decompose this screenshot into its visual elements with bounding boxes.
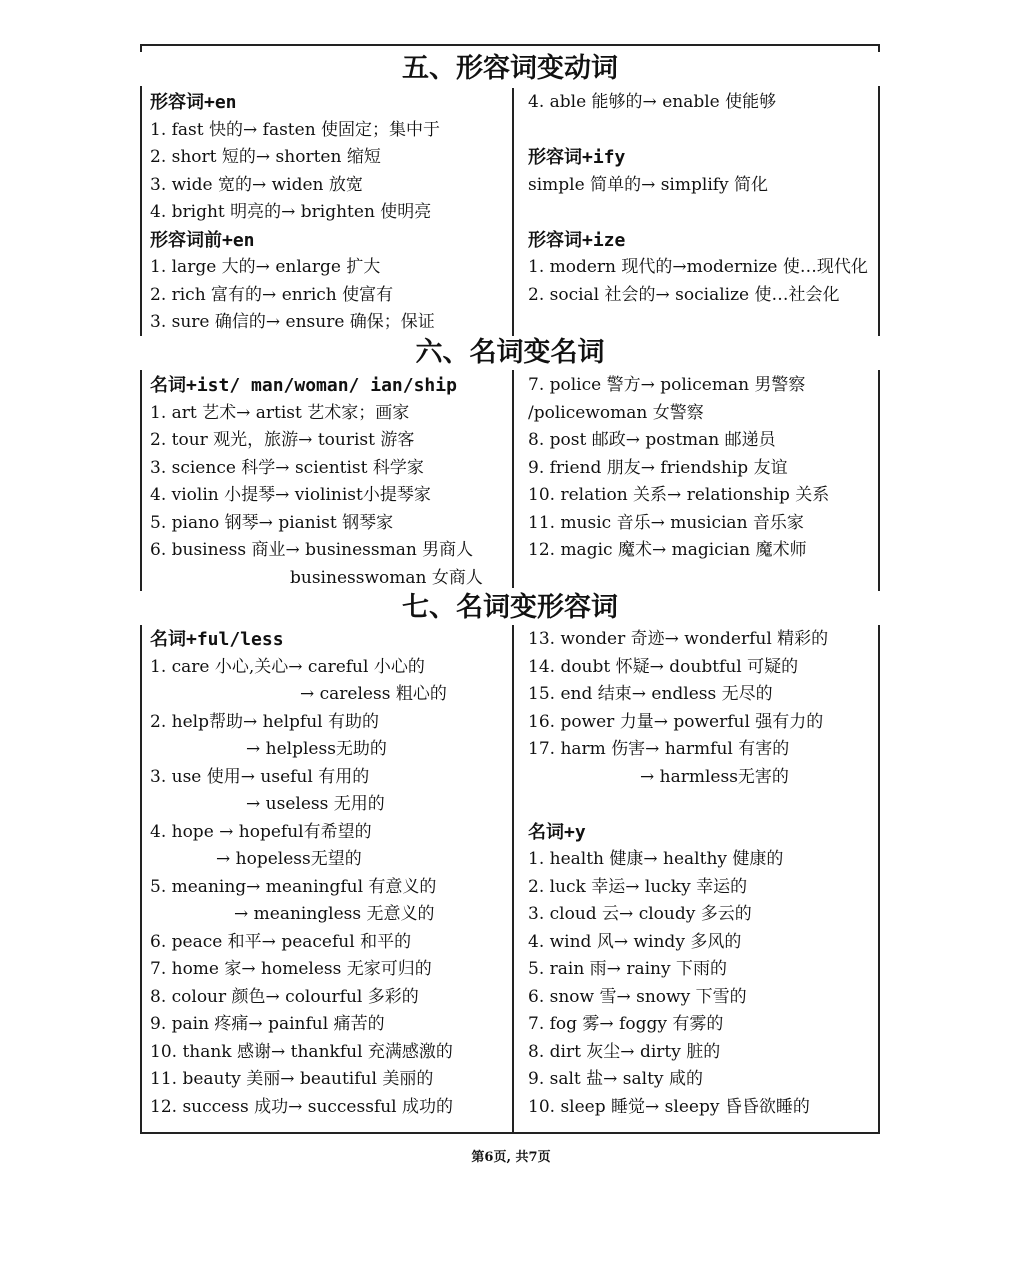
vocab-line: 4. able 能够的→ enable 使能够	[528, 92, 777, 112]
vocab-line: 15. end 结束→ endless 无尽的	[528, 684, 773, 704]
vocab-line: 3. use 使用→ useful 有用的	[150, 766, 370, 787]
divider-sec5	[512, 88, 514, 340]
vocab-line: → useless 无用的	[246, 794, 385, 814]
vocab-line: 4. bright 明亮的→ brighten 使明亮	[150, 202, 432, 222]
vocab-line: 8. colour 颜色→ colourful 多彩的	[150, 986, 419, 1007]
vocab-line: 11. beauty 美丽→ beautiful 美丽的	[150, 1069, 434, 1089]
vocab-line: 1. care 小心,关心→ careful 小心的	[150, 656, 425, 677]
vocab-line: 5. meaning→ meaningful 有意义的	[150, 876, 437, 897]
vocab-line: 6. business 商业→ businessman 男商人	[150, 540, 474, 560]
sec5-right-column	[528, 89, 888, 309]
vocab-line: 4. violin 小提琴→ violinist小提琴家	[150, 485, 431, 505]
sec6-right-column	[528, 372, 888, 565]
divider-sec7	[512, 624, 514, 1134]
subsection-heading: 形容词+ify	[528, 147, 626, 168]
vocab-line: 3. science 科学→ scientist 科学家	[150, 457, 424, 478]
vocab-line: 2. tour 观光，旅游→ tourist 游客	[150, 430, 415, 450]
vocab-line: 3. cloud 云→ cloudy 多云的	[528, 904, 752, 924]
vocab-line: /policewoman 女警察	[528, 402, 704, 423]
vocab-line: 13. wonder 奇迹→ wonderful 精彩的	[528, 629, 829, 649]
vocab-line: 12. success 成功→ successful 成功的	[150, 1096, 454, 1117]
vocab-line: 10. relation 关系→ relationship 关系	[528, 485, 830, 505]
vocab-line: 9. friend 朋友→ friendship 友谊	[528, 457, 788, 478]
subsection-heading: 名词+ist/ man/woman/ ian/ship	[150, 375, 457, 396]
vocab-line: → careless 粗心的	[300, 684, 447, 704]
section-5-title: 五、形容词变动词	[140, 52, 880, 86]
section-6-title: 六、名词变名词	[140, 336, 880, 370]
vocab-line: 8. post 邮政→ postman 邮递员	[528, 430, 776, 450]
vocab-line: → harmless无害的	[640, 766, 789, 787]
vocab-line: 4. wind 风→ windy 多风的	[528, 931, 742, 952]
vocab-line: 2. help帮助→ helpful 有助的	[150, 711, 380, 732]
vocab-line: 9. pain 疼痛→ painful 痛苦的	[150, 1014, 385, 1034]
vocab-line: 8. dirt 灰尘→ dirty 脏的	[528, 1041, 721, 1062]
vocab-line: 12. magic 魔术→ magician 魔术师	[528, 540, 807, 560]
vocab-line: simple 简单的→ simplify 简化	[528, 174, 769, 195]
vocab-line: 16. power 力量→ powerful 强有力的	[528, 711, 824, 732]
vocab-line: 2. social 社会的→ socialize 使…社会化	[528, 284, 840, 305]
vocab-line: 5. piano 钢琴→ pianist 钢琴家	[150, 512, 394, 533]
subsection-heading: 形容词前+en	[150, 229, 255, 251]
vocab-line: 3. wide 宽的→ widen 放宽	[150, 174, 363, 195]
vocab-line: 17. harm 伤害→ harmful 有害的	[528, 739, 790, 759]
spacer	[528, 117, 888, 145]
sec5-left-column	[150, 89, 510, 337]
vocab-line: 1. art 艺术→ artist 艺术家；画家	[150, 402, 410, 423]
vocab-line: 11. music 音乐→ musician 音乐家	[528, 512, 804, 533]
vocab-line: 10. sleep 睡觉→ sleepy 昏昏欲睡的	[528, 1096, 810, 1117]
sec6-left-column	[150, 372, 510, 592]
vocab-line: 1. modern 现代的→modernize 使…现代化	[528, 257, 868, 277]
spacer	[528, 791, 888, 819]
spacer	[528, 199, 888, 227]
vocab-line: 1. large 大的→ enlarge 扩大	[150, 257, 381, 277]
vocab-line: 6. snow 雪→ snowy 下雪的	[528, 986, 747, 1007]
vocab-line: → hopeless无望的	[216, 849, 362, 869]
section-7-title: 七、名词变形容词	[140, 591, 880, 625]
subsection-heading: 名词+y	[528, 821, 586, 843]
vocab-line: 4. hope → hopeful有希望的	[150, 821, 372, 842]
sec7-left-column	[150, 626, 510, 1121]
vocab-line: 14. doubt 怀疑→ doubtful 可疑的	[528, 656, 799, 677]
vocab-line: 2. luck 幸运→ lucky 幸运的	[528, 876, 748, 897]
vocab-line: 1. health 健康→ healthy 健康的	[528, 849, 784, 869]
vocab-line: businesswoman 女商人	[290, 567, 483, 588]
subsection-heading: 形容词+en	[150, 92, 237, 113]
vocab-line: 5. rain 雨→ rainy 下雨的	[528, 959, 727, 979]
vocab-line: 9. salt 盐→ salty 咸的	[528, 1069, 703, 1089]
sec7-right-column	[528, 626, 888, 1121]
divider-sec6	[512, 370, 514, 588]
subsection-heading: 名词+ful/less	[150, 629, 284, 650]
vocab-line: → helpless无助的	[246, 739, 387, 759]
vocab-line: 1. fast 快的→ fasten 使固定；集中于	[150, 119, 441, 140]
vocab-line: 2. rich 富有的→ enrich 使富有	[150, 284, 394, 305]
subsection-heading: 形容词+ize	[528, 229, 626, 251]
vocab-line: 3. sure 确信的→ ensure 确保；保证	[150, 312, 435, 332]
vocab-line: 10. thank 感谢→ thankful 充满感激的	[150, 1041, 453, 1062]
vocab-line: 7. fog 雾→ foggy 有雾的	[528, 1014, 724, 1034]
page-number: 第6页, 共7页	[471, 1150, 551, 1165]
vocab-line: 6. peace 和平→ peaceful 和平的	[150, 931, 412, 952]
vocab-line: 7. police 警方→ policeman 男警察	[528, 375, 806, 395]
vocab-line: → meaningless 无意义的	[234, 904, 435, 924]
vocab-line: 7. home 家→ homeless 无家可归的	[150, 959, 432, 979]
vocab-line: 2. short 短的→ shorten 缩短	[150, 147, 381, 167]
